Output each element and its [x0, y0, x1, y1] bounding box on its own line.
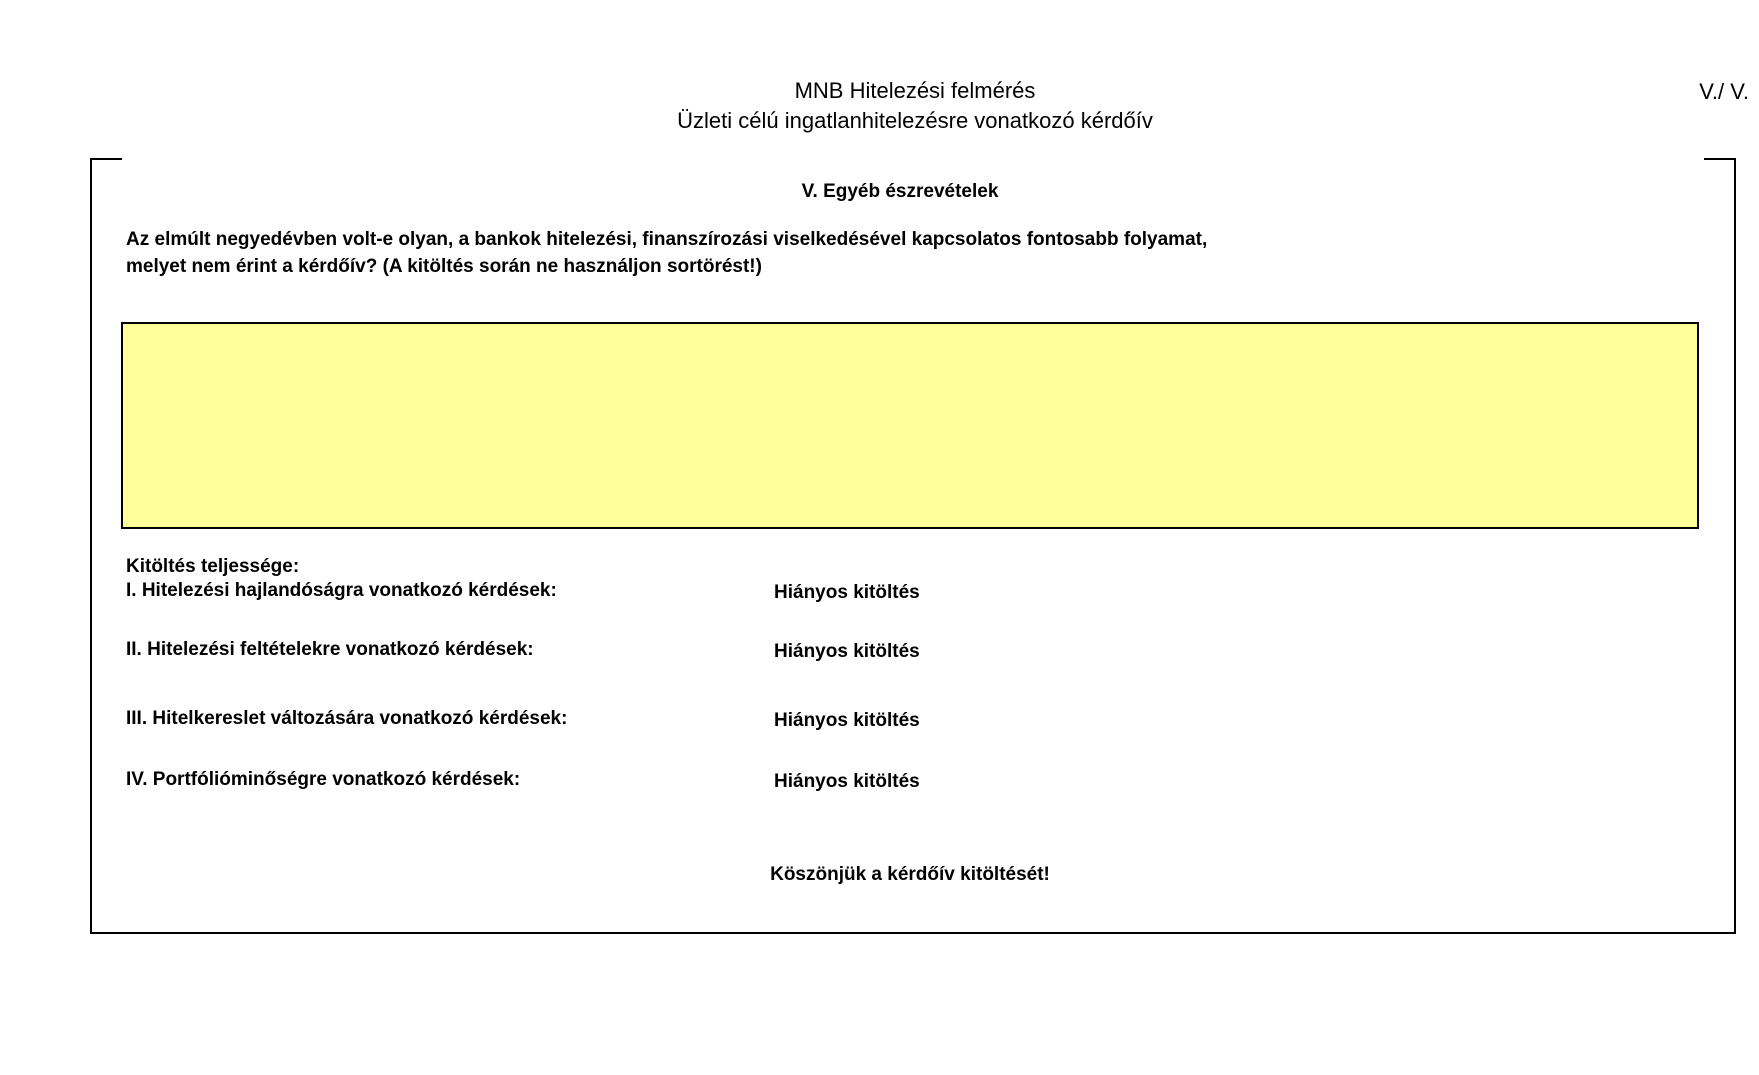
- question-text: [126, 226, 1207, 280]
- question-line-2: melyet nem érint a kérdőív? (A kitöltés során ne használjon sortörést!): [126, 256, 762, 277]
- completeness-row-status-3: Hiányos kitöltés: [774, 710, 920, 731]
- frame-top-right-corner: [1704, 158, 1736, 160]
- frame-bottom-border: [90, 932, 1736, 934]
- frame-top-left-corner: [90, 158, 122, 160]
- completeness-row-status-4: Hiányos kitöltés: [774, 771, 920, 792]
- survey-header: [0, 76, 1759, 136]
- survey-subtitle: Üzleti célú ingatlanhitelezésre vonatkozó kérdőív: [677, 108, 1153, 133]
- completeness-heading: Kitöltés teljessége:: [126, 556, 300, 577]
- completeness-row-label-3: III. Hitelkereslet változására vonatkozó kérdések:: [126, 708, 568, 729]
- question-line-1: Az elmúlt negyedévben volt-e olyan, a bankok hitelezési, finanszírozási viselkedésével kapcsolatos fontosabb folyamat,: [126, 229, 1208, 250]
- completeness-row-status-1: Hiányos kitöltés: [774, 582, 920, 603]
- completeness-row-label-2: II. Hitelezési feltételekre vonatkozó kérdések:: [126, 639, 534, 660]
- answer-input-box[interactable]: [121, 322, 1699, 529]
- page-reference: V./ V.: [1699, 79, 1749, 104]
- survey-title: MNB Hitelezési felmérés: [794, 78, 1036, 103]
- completeness-row-label-1: I. Hitelezési hajlandóságra vonatkozó kérdések:: [126, 580, 557, 601]
- section-title: V. Egyéb észrevételek: [801, 181, 999, 202]
- thank-you-note: Köszönjük a kérdőív kitöltését!: [770, 864, 1050, 885]
- completeness-row-status-2: Hiányos kitöltés: [774, 641, 920, 662]
- completeness-row-label-4: IV. Portfólióminőségre vonatkozó kérdések:: [126, 769, 521, 790]
- frame-left-border: [90, 158, 92, 934]
- frame-right-border: [1734, 158, 1736, 934]
